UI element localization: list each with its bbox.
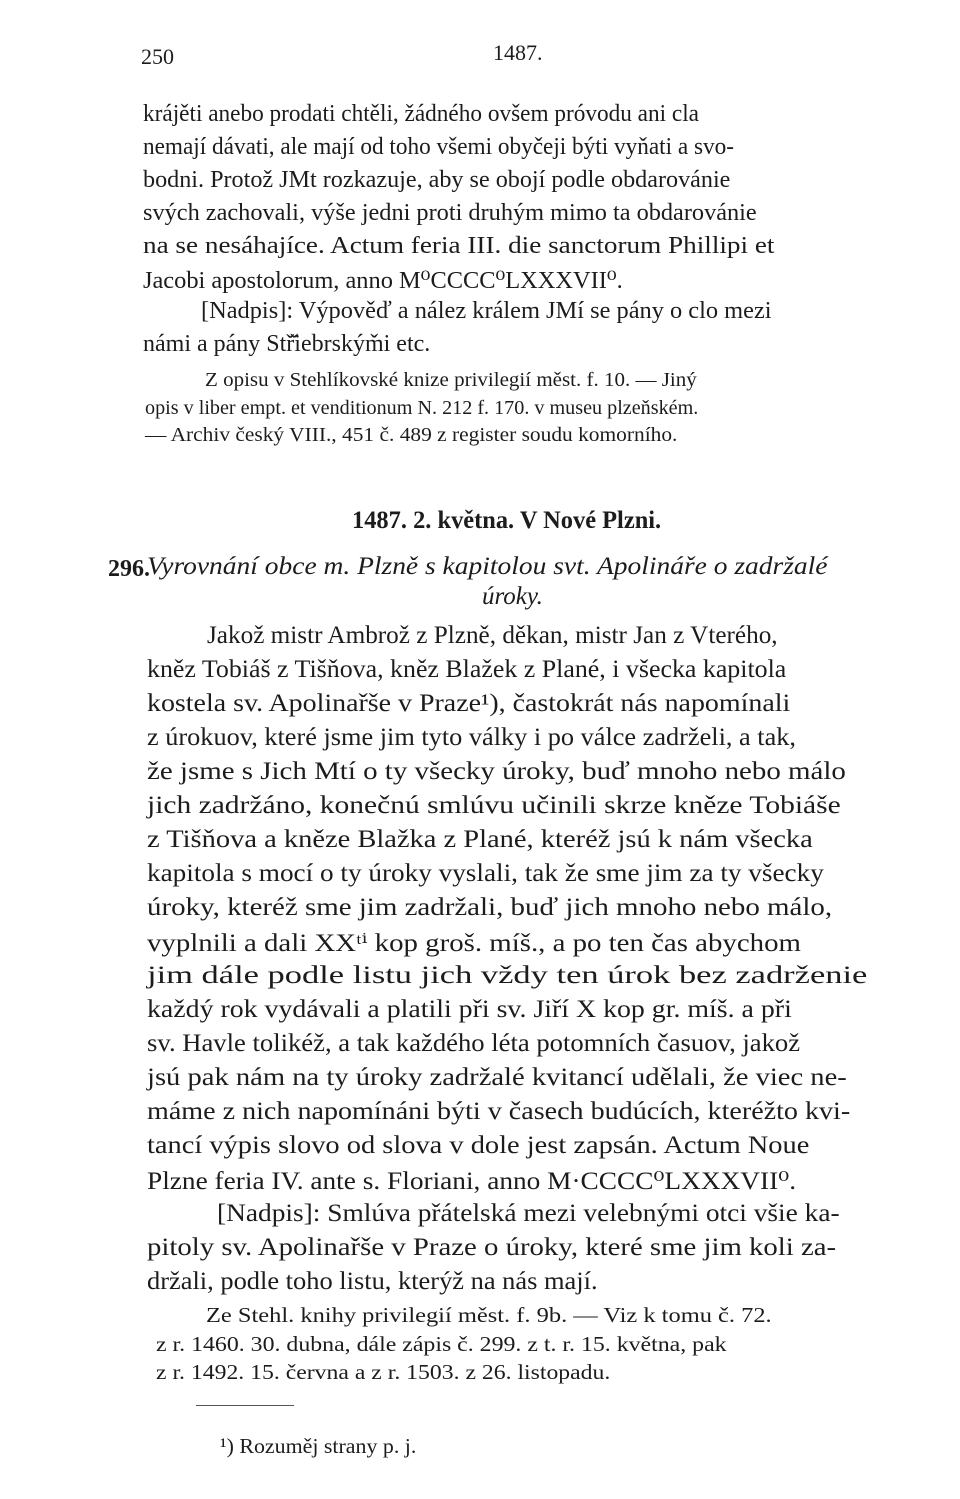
body-text-line: Plzne feria IV. ante s. Floriani, anno M·CCCC⁰LXXXVII⁰.: [147, 1168, 797, 1195]
entry-date-heading: 1487. 2. května. V Nové Plzni.: [352, 507, 662, 534]
prev-text-line: na se nesáhajíce. Actum feria III. die sanctorum Phillipi et: [143, 233, 775, 259]
source-line: z r. 1492. 15. června a z r. 1503. z 26. listopadu.: [156, 1360, 611, 1384]
running-header-year: 1487.: [493, 40, 543, 65]
body-text-line: úroky, kteréž sme jim zadržali, buď jich mnoho nebo málo,: [147, 894, 833, 921]
prev-source-line: opis v liber empt. et venditionum N. 212 f. 170. v museu plzeňském.: [145, 398, 699, 419]
body-text-line: kostela sv. Apolinařše v Praze¹), častokrát nás napomínali: [147, 690, 791, 717]
body-text-line: pitoly sv. Apolinařše v Praze o úroky, které sme jim koli za-: [147, 1234, 837, 1261]
prev-source-line: Z opisu v Stehlíkovské knize privilegií měst. f. 10. — Jiný: [205, 370, 697, 391]
body-text-line: vyplnili a dali XXᵗⁱ kop groš. míš., a po ten čas abychom: [147, 930, 801, 957]
body-text-line: tancí výpis slovo od slova v dole jest zapsán. Actum Noue: [147, 1132, 810, 1159]
body-text-line: z Tišňova a kněze Blažka z Plané, kteréž jsú k nám všecka: [147, 826, 813, 853]
entry-title-cont: úroky.: [482, 583, 543, 610]
body-text-line: kapitola s mocí o ty úroky vyslali, tak že sme jim za ty všecky: [147, 860, 824, 887]
body-text-line: jich zadržáno, konečnú smlúvu učinili skrze kněze Tobiáše: [147, 792, 841, 819]
prev-text-line: nemají dávati, ale mají od toho všemi obyčeji býti vyňati a svo-: [143, 134, 734, 160]
source-line: Ze Stehl. knihy privilegií měst. f. 9b. — Viz k tomu č. 72.: [206, 1303, 772, 1327]
body-text-line: že jsme s Jich Mtí o ty všecky úroky, buď mnoho nebo málo: [147, 758, 846, 785]
prev-text-line: bodni. Protož JMt rozkazuje, aby se obojí podle obdarovánie: [143, 167, 731, 193]
page-number: 250: [141, 44, 174, 69]
body-text-line: kněz Tobiáš z Tišňova, kněz Blažek z Plané, i všecka kapitola: [147, 656, 787, 683]
body-text-line: každý rok vydávali a platili při sv. Jiří X kop gr. míš. a při: [147, 996, 792, 1023]
entry-title: Vyrovnání obce m. Plzně s kapitolou svt. Apolináře o zadržalé: [147, 553, 828, 580]
prev-text-line: námi a pány Stř̌iebrským̌i etc.: [143, 331, 431, 357]
body-text-line: držali, podle toho listu, kterýž na nás mají.: [147, 1268, 598, 1295]
footnote: ¹) Rozuměj strany p. j.: [220, 1434, 417, 1458]
source-line: z r. 1460. 30. dubna, dále zápis č. 299. z t. r. 15. května, pak: [156, 1332, 727, 1356]
prev-text-line: Jacobi apostolorum, anno M⁰CCCC⁰LXXXVII⁰.: [143, 268, 623, 294]
prev-text-line: krájěti anebo prodati chtěli, žádného ovšem próvodu ani cla: [143, 101, 700, 127]
body-text-line: sv. Havle tolikéž, a tak každého léta potomních časuov, jakož: [147, 1030, 801, 1057]
footnote-divider: [196, 1405, 294, 1406]
body-text-line: Jakož mistr Ambrož z Plzně, děkan, mistr Jan z Vterého,: [207, 622, 778, 649]
prev-text-line: svých zachovali, výše jedni proti druhým mimo ta obdarovánie: [143, 200, 757, 226]
body-text-line: z úrokuov, které jsme jim tyto války i po válce zadrželi, a tak,: [147, 724, 797, 751]
prev-text-line: [Nadpis]: Výpověď a nález králem JMí se pány o clo mezi: [201, 298, 772, 324]
entry-number: 296.: [108, 556, 150, 582]
body-text-line: jsú pak nám na ty úroky zadržalé kvitancí udělali, že viec ne-: [147, 1064, 847, 1091]
body-text-line: jim dále podle listu jich vždy ten úrok bez zadrženie: [147, 962, 868, 989]
prev-source-line: — Archiv český VIII., 451 č. 489 z register soudu komorního.: [145, 425, 678, 446]
body-text-line: máme z nich napomínáni býti v časech budúcích, kteréžto kvi-: [147, 1098, 851, 1125]
body-text-line: [Nadpis]: Smlúva přátelská mezi velebnými otci všie ka-: [217, 1200, 840, 1227]
